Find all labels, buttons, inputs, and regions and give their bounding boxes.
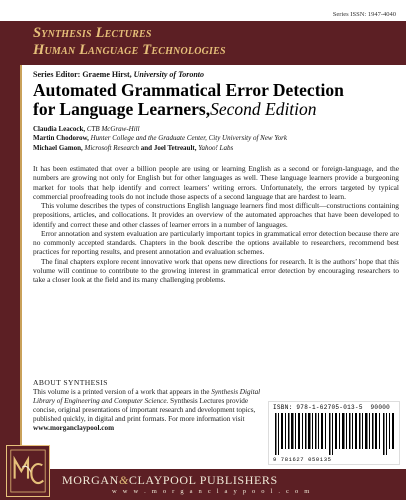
series-editor-affiliation: University of Toronto (133, 70, 205, 79)
author-affiliation: Microsoft Research (84, 143, 140, 152)
author-affiliation: CTB McGraw-Hill (86, 125, 140, 133)
barcode-box (268, 401, 400, 465)
sidebar-gold-rule (20, 65, 22, 469)
isbn-label (273, 404, 390, 411)
series-issn: Series ISSN: 1947-4040 (332, 11, 396, 18)
left-sidebar-band (0, 65, 20, 469)
book-description (33, 164, 399, 284)
about-url-link[interactable]: www.morganclaypool.com (33, 424, 115, 432)
series-title (33, 25, 226, 59)
book-title-line2-text: for Language Learners, (33, 99, 211, 119)
description-paragraph: The final chapters explore recent innovative work that opens new directions for research. It is the authors’ hope that this volume will continue to contribute to the growing interest in grammatical error detection by encouraging researchers to take a closer look at the field and its many challenging problems. (33, 256, 399, 284)
barcode-icon (275, 413, 395, 455)
series-banner (0, 21, 406, 65)
description-paragraph: This volume describes the types of constructions English language learners find most difficult—constructions containing prepositions, articles, and collocations. It provides an overview of the automated approaches that have been developed to identify and correct these and other classes of learner errors in a number of languages. (33, 201, 399, 229)
mc-monogram-icon (7, 446, 49, 496)
author-item (33, 134, 403, 143)
barcode-digits: 9 781627 050135 (273, 456, 332, 463)
author-affiliation: Hunter College and the Graduate Center, City University of New York (90, 134, 287, 143)
publisher-url[interactable]: w w w . m o r g a n c l a y p o o l . c o m (112, 488, 312, 495)
about-text-a: This volume is a printed version of a work that appears in the (33, 388, 210, 396)
publisher-name (62, 473, 278, 488)
book-edition: Second Edition (210, 99, 317, 119)
series-editor-label: Series Editor: Graeme Hirst, (33, 70, 132, 79)
author-item (33, 144, 403, 153)
author-name: Claudia Leacock, (33, 125, 86, 133)
series-title-line1: Synthesis Lectures (33, 25, 152, 41)
about-library-name: Synthesis Digital Library of Engineering and Computer Science. (33, 388, 261, 405)
book-title-line2 (33, 100, 403, 119)
author-affiliation: Yahoo! Labs (198, 143, 234, 152)
description-paragraph: Error annotation and system evaluation are particularly important topics in grammatical error detection because there are no commonly accepted standards. Chapters in the book describe the options available to researchers, recommend best practices for reporting results, and present annotation and evaluation schemes. (33, 228, 399, 257)
isbn-text: ISBN: 978-1-62705-013-5 (273, 404, 363, 411)
price-code: 90000 (370, 404, 391, 411)
publisher-ampersand: & (118, 473, 129, 487)
publisher-name-b: CLAYPOOL PUBLISHERS (128, 473, 278, 487)
book-title-line1: Automated Grammatical Error Detection (33, 80, 344, 100)
book-title (33, 81, 403, 119)
about-text (33, 388, 263, 433)
publisher-name-a: MORGAN (62, 473, 119, 487)
about-heading: ABOUT SYNTHESIS (33, 378, 108, 387)
series-title-line2: Human Language Technologies (33, 42, 226, 58)
description-paragraph: It has been estimated that over a billion people are using or learning English as a second or foreign-language, and the numbers are growing not only for English but for other languages as well. These language learners provide a burgeoning market for tools that help identify and correct learners’ writing errors. Unfortunately, the errors targeted by typical commercial proofreading tools do not include those aspects of a second language that are hardest to learn. (33, 164, 399, 201)
author-name: Michael Gamon, (33, 143, 83, 152)
series-editor (33, 70, 204, 79)
author-item (33, 125, 403, 134)
author-name: Martin Chodorow, (33, 134, 89, 143)
about-text-b: Synthesis Lectures provide concise, original presentations of important research and development topics, published quickly, in digital and print formats. For more information visit (33, 397, 256, 423)
mc-logo-icon (6, 445, 50, 497)
author-name: and Joel Tetreault, (140, 143, 197, 152)
author-list (33, 125, 403, 153)
about-synthesis (33, 378, 263, 433)
